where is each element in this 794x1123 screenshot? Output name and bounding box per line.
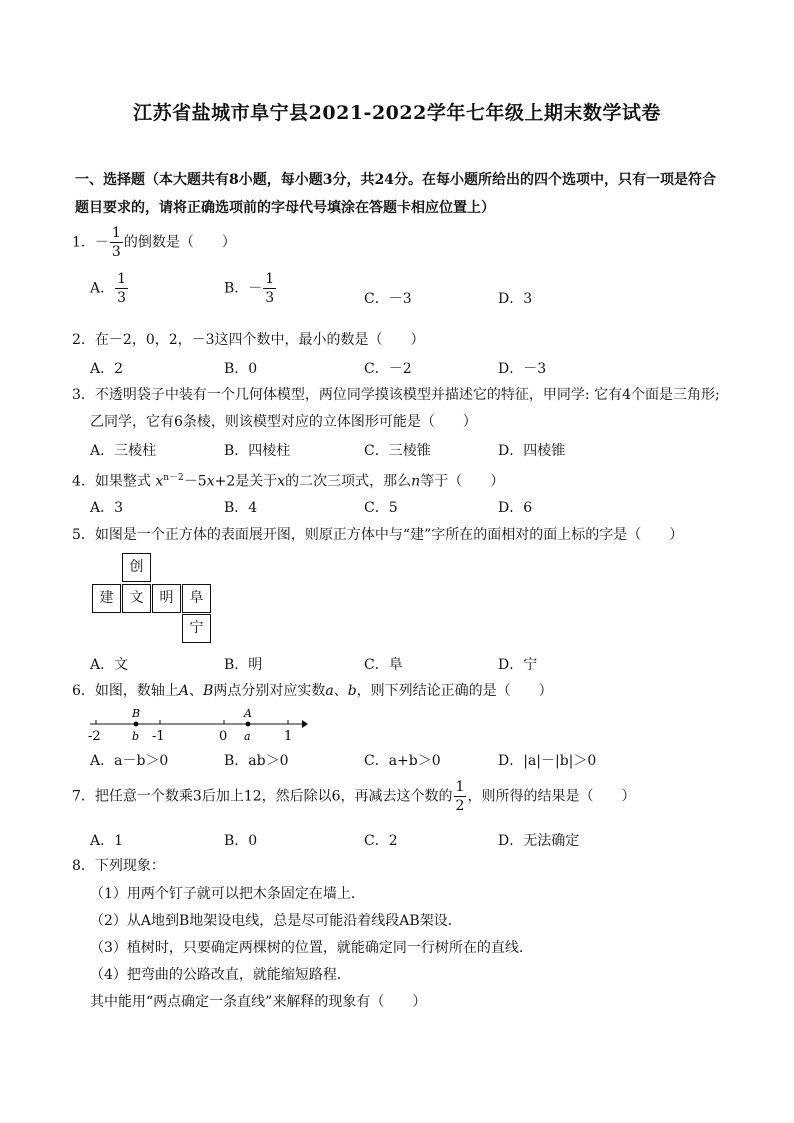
q8-item-2: （2）从A地到B地架设电线，总是尽可能沿着线段AB架设． (90, 913, 462, 929)
q2-option-a: A．2 (90, 361, 124, 377)
q4-option-d: D．6 (498, 500, 533, 516)
point-b-dot (134, 722, 139, 727)
q6-point-B: B (203, 683, 214, 699)
number-line-figure (88, 706, 308, 748)
q1-b-numerator: 1 (265, 271, 275, 287)
point-B-label: B (132, 707, 141, 720)
q3-option-c: C．三棱锥 (364, 443, 431, 459)
label-b: b (132, 730, 140, 743)
q6-option-d: D．|a|－|b|＞0 (498, 753, 597, 769)
q2-options (90, 358, 730, 380)
q7-text-post: ，则所得的结果是（ ） (467, 788, 636, 805)
tick-label-neg2: -2 (88, 729, 101, 744)
q4-exponent: n－2 (163, 473, 184, 483)
net-cell-jian: 建 (92, 584, 121, 613)
q7-option-c: C．2 (364, 833, 398, 849)
q7-text-pre: 7．把任意一个数乘3后加上12，然后除以6，再减去这个数的 (72, 788, 453, 805)
q4-text-post: 的二次三项式，那么 (285, 473, 412, 490)
q4-option-b: B．4 (224, 500, 258, 516)
q6-text-pre: 6．如图，数轴上 (72, 683, 179, 699)
q4-var-n: n (411, 473, 421, 490)
arrow-right-icon (302, 720, 308, 728)
q1-option-d: D．3 (498, 291, 533, 307)
page-title: 江苏省盐城市阜宁县2021-2022学年七年级上期末数学试卷 (133, 102, 661, 124)
q4-option-a: A．3 (90, 500, 124, 516)
q1-a-numerator: 1 (117, 271, 127, 287)
question-4 (72, 468, 732, 492)
tick-label-0: 0 (219, 729, 228, 744)
q1-number: 1． (72, 234, 95, 251)
q6-option-b: B．ab＞0 (224, 753, 289, 769)
q6-option-c: C．a+b＞0 (364, 753, 441, 769)
q3-options (90, 440, 730, 462)
q5-option-b: B．明 (224, 657, 263, 673)
q6-point-A: A (178, 683, 190, 699)
q4-text-pre: 4．如果整式 (72, 473, 156, 490)
q6-var-b: b (347, 683, 357, 699)
q1-frac-denominator: 3 (111, 244, 121, 260)
question-6 (72, 681, 732, 701)
q4-option-c: C．5 (364, 500, 398, 516)
section-line-1: 一、选择题（本大题共有8小题，每小题3分，共24分。在每小题所给出的四个选项中，只有一项是符合 (75, 172, 716, 188)
q8-item-4: （4）把弯曲的公路改直，就能缩短路程． (90, 967, 351, 983)
q1-option-c: C．－3 (364, 291, 412, 307)
q2-option-b: B．0 (224, 361, 258, 377)
question-8: 8．下列现象： (72, 858, 165, 874)
q1-option-a (90, 272, 129, 305)
question-3-line-2: 乙同学，它有6条棱，则该模型对应的立体图形可能是（ ） (90, 414, 477, 430)
q8-item-1: （1）用两个钉子就可以把木条固定在墙上． (90, 886, 365, 902)
q6-text-post: ，则下列结论正确的是（ ） (356, 683, 553, 699)
point-a-dot (246, 722, 251, 727)
q7-frac-denominator: 2 (455, 798, 465, 814)
q2-option-c: C．－2 (364, 361, 412, 377)
q5-option-c: C．阜 (364, 657, 403, 673)
net-cell-ning: 宁 (182, 614, 211, 643)
point-A-label: A (244, 707, 252, 720)
q7-fraction (454, 780, 467, 813)
q3-option-b: B．四棱柱 (224, 443, 291, 459)
question-2: 2．在－2，0，2，－3这四个数中，最小的数是（ ） (72, 332, 425, 348)
q2-option-d: D．－3 (498, 361, 547, 377)
q4-text-end: 等于（ ） (420, 473, 505, 490)
q4-options (90, 497, 730, 519)
q4-var-x-3: x (277, 473, 286, 490)
q1-b-label: B．－ (224, 280, 263, 297)
q6-option-a: A．a－b＞0 (90, 753, 169, 769)
q4-var-x: x (155, 473, 164, 490)
q6-options (90, 750, 730, 772)
q6-text-mid: 两点分别对应实数 (213, 683, 326, 699)
q8-question: 其中能用“两点确定一条直线”来解释的现象有（ ） (90, 994, 427, 1010)
label-a: a (244, 730, 251, 743)
q1-fraction (110, 226, 123, 259)
net-cell-wen: 文 (122, 584, 151, 613)
q4-text-mid: －5 (183, 473, 207, 490)
section-line-2: 题目要求的，请将正确选项前的字母代号填涂在答题卡相应位置上） (75, 200, 495, 216)
net-cell-fu: 阜 (182, 584, 211, 613)
question-7 (72, 780, 732, 813)
q1-a-label: A． (90, 280, 115, 297)
question-5: 5．如图是一个正方体的表面展开图，则原正方体中与“建”字所在的面相对的面上标的字是（ ） (72, 527, 684, 543)
q7-frac-numerator: 1 (455, 779, 465, 795)
cube-net-figure (92, 553, 214, 644)
q6-sep: 、 (189, 683, 204, 699)
section-header (75, 166, 725, 222)
q1-a-denominator: 3 (117, 290, 127, 306)
q1-options (90, 271, 730, 307)
q6-var-a: a (325, 683, 334, 699)
q7-option-d: D．无法确定 (498, 833, 580, 849)
q3-option-a: A．三棱柱 (90, 443, 157, 459)
tick-label-1: 1 (284, 729, 293, 744)
q8-item-3: （3）植树时，只要确定两棵树的位置，就能确定同一行树所在的直线． (90, 940, 533, 956)
q7-options (90, 830, 730, 852)
q4-var-x-2: x (206, 473, 215, 490)
q7-option-b: B．0 (224, 833, 258, 849)
question-1 (72, 226, 732, 259)
tick-label-neg1: -1 (152, 729, 165, 744)
q1-option-b (224, 272, 277, 305)
q5-option-a: A．文 (90, 657, 129, 673)
net-cell-chuang: 创 (122, 553, 151, 582)
q5-option-d: D．宁 (498, 657, 538, 673)
q1-minus: － (94, 234, 109, 251)
net-cell-ming: 明 (152, 584, 181, 613)
q6-comma: 、 (333, 683, 348, 699)
q5-options (90, 654, 730, 676)
q4-text-plus: +2是关于 (214, 473, 278, 490)
question-3-line-1: 3．不透明袋子中装有一个几何体模型，两位同学摸该模型并描述它的特征，甲同学: 它有4个面是三角形; (72, 387, 720, 403)
q7-option-a: A．1 (90, 833, 124, 849)
q3-option-d: D．四棱锥 (498, 443, 566, 459)
q1-text: 的倒数是（ ） (123, 234, 236, 251)
q1-b-denominator: 3 (265, 290, 275, 306)
q1-frac-numerator: 1 (111, 225, 121, 241)
